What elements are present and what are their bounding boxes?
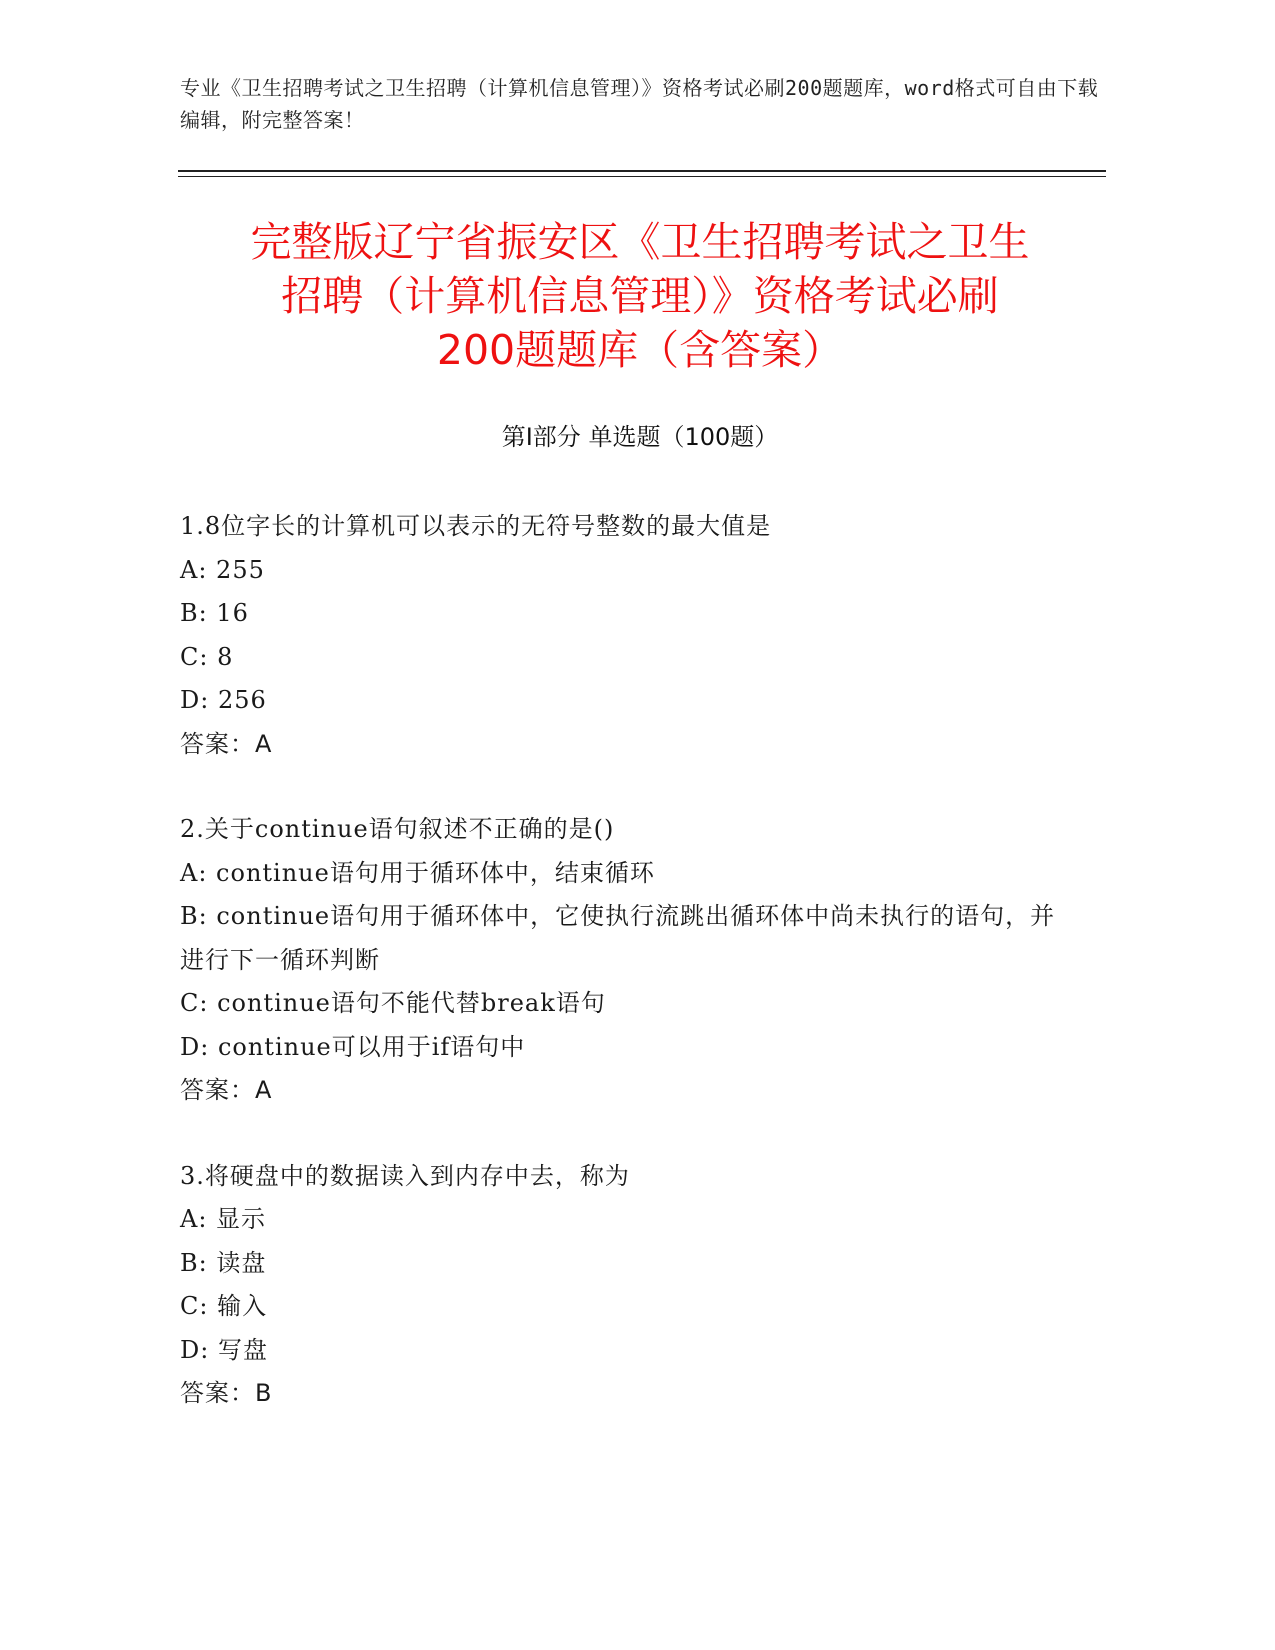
question-3 [180,1155,1060,1416]
answer: 答案：B [180,1379,273,1407]
option-b: B: 读盘 [180,1248,267,1277]
section-heading: 第Ⅰ部分 单选题（100题） [501,423,779,451]
title-line-1: 完整版辽宁省振安区《卫生招聘考试之卫生 [250,218,1030,266]
title-line-3: 200题题库（含答案） [436,326,844,374]
option-a: A: continue语句用于循环体中，结束循环 [180,858,655,887]
option-c: C: continue语句不能代替break语句 [180,989,606,1017]
header-note: 专业《卫生招聘考试之卫生招聘（计算机信息管理）》资格考试必刷200题题库，word格式可自由下载编辑，附完整答案！ [180,76,1099,132]
answer: 答案：A [180,1076,273,1104]
option-c: C: 输入 [180,1292,268,1320]
title-line-2: 招聘（计算机信息管理）》资格考试必刷 [281,272,999,320]
option-b: B: continue语句用于循环体中，它使执行流跳出循环体中尚未执行的语句，并进行下一循环判断 [180,902,1056,974]
option-b: B: 16 [180,599,249,627]
question-text: 3.将硬盘中的数据读入到内存中去，称为 [180,1161,630,1190]
option-a: A: 255 [180,555,265,584]
question-text: 2.关于continue语句叙述不正确的是() [180,815,615,843]
document-title [180,215,1100,377]
answer: 答案：A [180,729,273,758]
option-d: D: 256 [180,686,267,714]
option-c: C: 8 [180,642,234,671]
header-divider-thin [178,176,1106,177]
question-list [180,505,1060,1458]
option-a: A: 显示 [180,1205,267,1233]
question-text: 1.8位字长的计算机可以表示的无符号整数的最大值是 [180,512,772,540]
option-d: D: continue可以用于if语句中 [180,1032,526,1061]
header-divider-thick [178,170,1106,172]
question-2 [180,808,1060,1113]
question-1 [180,505,1060,766]
option-d: D: 写盘 [180,1335,268,1364]
